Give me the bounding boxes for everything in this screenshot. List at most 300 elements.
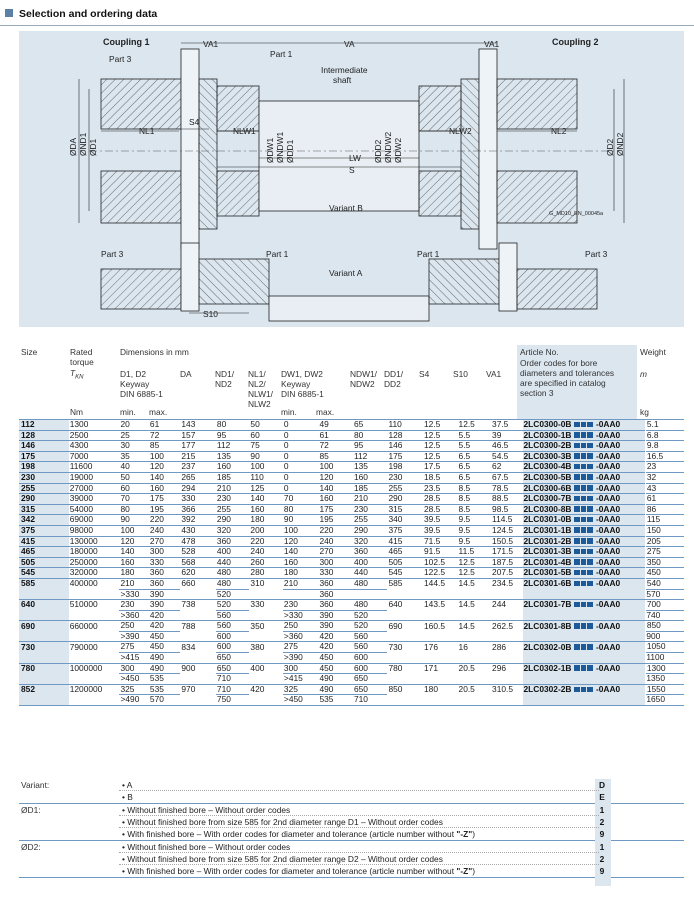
cell-t: 1200000	[69, 684, 120, 695]
cell-size: 342	[19, 515, 69, 526]
cell-ndw: 210	[353, 494, 388, 505]
cell-s10: 5.5	[458, 430, 492, 441]
cell-t: 4300	[69, 441, 120, 452]
cell-nd: 400	[216, 547, 250, 558]
cell-s4: 39.5	[423, 525, 458, 536]
cell-dwmin: 180	[283, 568, 319, 579]
cell-d1max: 270	[149, 536, 180, 547]
cell-dd: 780	[387, 663, 423, 674]
cell-s4: 180	[423, 684, 458, 695]
cell-ndw: 230	[353, 504, 388, 515]
cell-dd: 415	[387, 536, 423, 547]
cell-dwmax: 72	[318, 441, 353, 452]
cell-article[interactable]	[523, 663, 646, 674]
cell-article[interactable]	[523, 451, 646, 462]
cell-va1: 88.5	[491, 494, 522, 505]
cell-dwmin: 100	[283, 525, 319, 536]
subcell-dd	[387, 653, 423, 664]
cell-weight: 43	[645, 483, 684, 494]
cell-da: 788	[180, 621, 216, 632]
cell-dwmax: 360	[318, 578, 353, 589]
cell-d1max: 175	[149, 494, 180, 505]
subcell-dd	[387, 674, 423, 685]
cell-va1: 244	[491, 600, 522, 611]
cell-t: 320000	[69, 568, 120, 579]
hdr-keyway: Keyway	[120, 379, 150, 389]
order-code-placeholder-icon	[574, 547, 594, 557]
cell-dd: 198	[387, 462, 423, 473]
cell-nd: 112	[216, 441, 250, 452]
cell-da: 215	[180, 451, 216, 462]
order-code-placeholder-icon	[574, 557, 594, 567]
cell-d1max: 360	[149, 578, 180, 589]
option-d1-2[interactable]: • Without finished bore from size 585 for 2nd diameter range D1 – Without order codes 2	[19, 816, 684, 828]
cell-dd: 175	[387, 451, 423, 462]
label-s10: S10	[203, 309, 218, 319]
cell-size: 690	[19, 621, 69, 632]
cell-t: 39000	[69, 494, 120, 505]
subcell-dwmin	[283, 589, 319, 600]
cell-size: 146	[19, 441, 69, 452]
cell-weight: 205	[645, 536, 684, 547]
cell-nl: 60	[249, 430, 283, 441]
cell-size: 255	[19, 483, 69, 494]
cell-dd: 850	[387, 684, 423, 695]
article-suffix: -0AA0	[595, 567, 621, 578]
cell-article[interactable]	[523, 494, 646, 505]
article-number: 2LC0301-5B	[523, 567, 572, 578]
table-row	[19, 420, 684, 431]
subcell-t	[69, 610, 120, 621]
subcell-ndw: 600	[353, 653, 388, 664]
option-d2-1[interactable]: ØD2: • Without finished bore – Without order codes 1	[19, 841, 684, 853]
article-suffix: -0AA0	[595, 525, 621, 535]
subcell-nd: 600	[216, 631, 250, 642]
label-dd1: ØDD1	[285, 139, 295, 163]
table-row	[19, 525, 684, 536]
cell-size: 230	[19, 472, 69, 483]
cell-va1: 62	[491, 462, 522, 473]
cell-dd: 690	[387, 621, 423, 632]
d2-label: ØD2:	[21, 842, 41, 852]
cell-ndw: 290	[353, 525, 388, 536]
cell-t: 7000	[69, 451, 120, 462]
article-number: 2LC0302-0B	[523, 641, 572, 652]
cell-ndw: 320	[353, 536, 388, 547]
cell-ndw: 65	[353, 420, 388, 431]
hdr-dd2: DD2	[384, 379, 401, 389]
cell-t: 400000	[69, 578, 120, 589]
cell-d1min: 120	[119, 536, 148, 547]
cell-s4: 12.5	[423, 430, 458, 441]
cell-d1min: 210	[119, 578, 148, 589]
cell-nl: 75	[249, 441, 283, 452]
table-row	[19, 684, 684, 695]
cell-nl: 380	[249, 642, 283, 653]
cell-article[interactable]	[523, 483, 646, 494]
order-code-placeholder-icon	[574, 536, 594, 546]
hdr-kg: kg	[640, 407, 649, 417]
d1-label: ØD1:	[21, 805, 41, 815]
cell-s4: 18.5	[423, 472, 458, 483]
order-code-placeholder-icon	[574, 483, 594, 493]
subcell-nl	[249, 674, 283, 685]
subcell-ndw: 650	[353, 674, 388, 685]
cell-weight: 450	[645, 568, 684, 579]
cell-dwmin: 0	[283, 472, 319, 483]
cell-nd: 480	[216, 568, 250, 579]
subcell-art	[523, 631, 646, 642]
hdr-nlw1: NLW1/	[248, 389, 273, 399]
ordering-table	[19, 345, 684, 706]
label-nl1: NL1	[139, 126, 155, 136]
cell-ndw: 440	[353, 568, 388, 579]
cell-s10: 20.5	[458, 663, 492, 674]
cell-d1min: 35	[119, 451, 148, 462]
cell-ndw: 255	[353, 515, 388, 526]
cell-article[interactable]	[523, 525, 646, 536]
subcell-d1max: 390	[149, 589, 180, 600]
cell-ndw: 160	[353, 472, 388, 483]
subcell-va1	[491, 610, 522, 621]
cell-nl: 310	[249, 578, 283, 589]
cell-t: 130000	[69, 536, 120, 547]
cell-ndw: 480	[353, 578, 388, 589]
table-row	[19, 483, 684, 494]
cell-da: 330	[180, 494, 216, 505]
cell-s10: 14.5	[458, 621, 492, 632]
subcell-size	[19, 674, 69, 685]
cell-dd: 375	[387, 525, 423, 536]
cell-article[interactable]	[523, 441, 646, 452]
subcell-nd: 520	[216, 589, 250, 600]
cell-weight: 32	[645, 472, 684, 483]
subcell-nd: 750	[216, 695, 250, 706]
cell-va1: 78.5	[491, 483, 522, 494]
cell-article[interactable]	[523, 557, 646, 568]
cell-s4: 12.5	[423, 420, 458, 431]
cell-nl: 90	[249, 451, 283, 462]
cell-article[interactable]	[523, 515, 646, 526]
article-suffix: -0AA0	[595, 663, 621, 673]
subcell-s10	[458, 589, 492, 600]
cell-d1min: 25	[119, 430, 148, 441]
cell-size: 375	[19, 525, 69, 536]
article-number: 2LC0300-2B	[523, 440, 572, 451]
label-s: S	[349, 165, 355, 175]
table-row	[19, 642, 684, 653]
cell-article[interactable]	[523, 420, 646, 431]
cell-dwmin: 120	[283, 536, 319, 547]
cell-nl: 240	[249, 547, 283, 558]
cell-nd: 80	[216, 420, 250, 431]
cell-dd: 128	[387, 430, 423, 441]
cell-d1min: 180	[119, 568, 148, 579]
option-d1-1[interactable]: ØD1: • Without finished bore – Without order codes 1	[19, 804, 684, 816]
subcell-dd	[387, 695, 423, 706]
cell-s10: 5.5	[458, 441, 492, 452]
subcell-dwmin: >450	[283, 695, 319, 706]
article-suffix: -0AA0	[595, 451, 621, 461]
cell-d1max: 490	[149, 663, 180, 674]
cell-d1max: 240	[149, 525, 180, 536]
table-row	[19, 494, 684, 505]
subcell-d1max: 570	[149, 695, 180, 706]
cell-article[interactable]	[523, 568, 646, 579]
cell-d1min: 50	[119, 472, 148, 483]
article-suffix: -0AA0	[595, 620, 621, 631]
subcell-art	[523, 695, 646, 706]
subcell-nd: 710	[216, 674, 250, 685]
label-s4: S4	[189, 117, 200, 127]
cell-ndw: 185	[353, 483, 388, 494]
cell-article[interactable]	[523, 430, 646, 441]
label-shaft: shaft	[333, 75, 352, 85]
cell-nd: 95	[216, 430, 250, 441]
cell-da: 528	[180, 547, 216, 558]
cell-article[interactable]	[523, 536, 646, 547]
article-suffix: -0AA0	[595, 578, 621, 589]
cell-dwmax: 450	[318, 663, 353, 674]
cell-nd: 185	[216, 472, 250, 483]
cell-d1min: 250	[119, 621, 148, 632]
cell-s4: 12.5	[423, 441, 458, 452]
hdr-order1: Order codes for bore	[520, 358, 598, 368]
cell-va1: 114.5	[491, 515, 522, 526]
subcell-nl	[249, 653, 283, 664]
cell-nl: 220	[249, 536, 283, 547]
cell-dwmax: 300	[318, 557, 353, 568]
table-row	[19, 578, 684, 589]
cell-weight: 1550	[645, 684, 684, 695]
subcell-s10	[458, 653, 492, 664]
variant-group	[19, 779, 684, 804]
cell-article[interactable]	[523, 642, 646, 653]
cell-dwmax: 360	[318, 600, 353, 611]
cell-s10: 12.5	[458, 420, 492, 431]
cell-t: 2500	[69, 430, 120, 441]
d2-group	[19, 841, 684, 878]
cell-s4: 171	[423, 663, 458, 674]
subcell-size	[19, 695, 69, 706]
cell-nd: 230	[216, 494, 250, 505]
cell-size: 198	[19, 462, 69, 473]
cell-weight: 275	[645, 547, 684, 558]
cell-s10: 8.5	[458, 483, 492, 494]
cell-da: 900	[180, 663, 216, 674]
cell-d1min: 160	[119, 557, 148, 568]
hdr-nm: Nm	[70, 407, 84, 417]
label-part-1-bottom-left: Part 1	[266, 249, 289, 259]
hdr-dw: DW1, DW2	[281, 369, 323, 379]
article-number: 2LC0300-6B	[523, 483, 572, 493]
subcell-dwmin: >415	[283, 674, 319, 685]
hdr-order3-link[interactable]: are specified in catalog	[520, 378, 606, 388]
subcell-dwmax: 420	[318, 631, 353, 642]
article-number: 2LC0301-2B	[523, 536, 572, 546]
cell-dwmin: 80	[283, 504, 319, 515]
cell-nl: 200	[249, 525, 283, 536]
cell-va1: 262.5	[491, 621, 522, 632]
cell-da: 237	[180, 462, 216, 473]
cell-d1min: 300	[119, 663, 148, 674]
hdr-nl2: NL2/	[248, 379, 266, 389]
option-variant-b[interactable]: • B E	[19, 791, 684, 803]
cell-weight: 350	[645, 557, 684, 568]
cell-dwmax: 85	[318, 451, 353, 462]
table-row	[19, 462, 684, 473]
label-d2: ØD2	[605, 138, 615, 156]
subcell-size	[19, 589, 69, 600]
code-d1-3: 9	[599, 829, 605, 839]
cell-t: 19000	[69, 472, 120, 483]
subcell-s4	[423, 695, 458, 706]
cell-ndw: 360	[353, 547, 388, 558]
subcell-dwmin: >330	[283, 610, 319, 621]
subcell-da	[180, 695, 216, 706]
cell-s4: 12.5	[423, 451, 458, 462]
subcell-s10	[458, 674, 492, 685]
subcell-d1min: >415	[119, 653, 148, 664]
cell-size: 852	[19, 684, 69, 695]
cell-article[interactable]	[523, 684, 646, 695]
label-variant-a: Variant A	[329, 268, 363, 278]
cell-dd: 255	[387, 483, 423, 494]
article-suffix: -0AA0	[595, 483, 621, 493]
article-suffix: -0AA0	[595, 546, 621, 557]
article-number: 2LC0300-3B	[523, 451, 572, 461]
cell-weight: 5.1	[645, 420, 684, 431]
hdr-max2: max.	[316, 407, 335, 417]
option-d2-3[interactable]: • With finished bore – With order codes for diameter and tolerance (article number without "-Z") 9	[19, 865, 684, 877]
cell-d1min: 325	[119, 684, 148, 695]
cell-article[interactable]	[523, 504, 646, 515]
subcell-nl	[249, 610, 283, 621]
article-number: 2LC0300-4B	[523, 461, 572, 472]
option-d2-2[interactable]: • Without finished bore from size 585 for 2nd diameter range D2 – Without order codes 2	[19, 853, 684, 865]
subcell-d1max: 420	[149, 610, 180, 621]
hdr-din: DIN 6885-1	[120, 389, 163, 399]
cell-d1min: 275	[119, 642, 148, 653]
cell-article[interactable]	[523, 462, 646, 473]
cell-nl: 330	[249, 600, 283, 611]
cell-va1: 150.5	[491, 536, 522, 547]
article-number: 2LC0301-8B	[523, 620, 572, 631]
section-marker-icon	[5, 9, 13, 17]
cell-dwmin: 140	[283, 547, 319, 558]
cell-weight: 1300	[645, 663, 684, 674]
cell-s10: 9.5	[458, 536, 492, 547]
page-title: Selection and ordering data	[19, 8, 158, 20]
order-code-placeholder-icon	[574, 504, 594, 514]
table-row	[19, 441, 684, 452]
article-suffix: -0AA0	[595, 430, 621, 440]
hdr-ndw2: NDW2	[350, 379, 375, 389]
cell-va1: 310.5	[491, 684, 522, 695]
subcell-d1min: >330	[119, 589, 148, 600]
cell-dd: 505	[387, 557, 423, 568]
cell-dd: 110	[387, 420, 423, 431]
cell-article[interactable]	[523, 547, 646, 558]
label-dd2: ØDD2	[373, 139, 383, 163]
code-d2-2: 2	[599, 854, 605, 864]
code-d2-3: 9	[599, 866, 605, 876]
cell-da: 834	[180, 642, 216, 653]
cell-nl: 50	[249, 420, 283, 431]
cell-size: 505	[19, 557, 69, 568]
article-number: 2LC0300-8B	[523, 504, 572, 514]
label-va1-right: VA1	[484, 39, 500, 49]
cell-va1: 37.5	[491, 420, 522, 431]
cell-article[interactable]	[523, 621, 646, 632]
cell-nl: 140	[249, 494, 283, 505]
subcell-da	[180, 589, 216, 600]
option-variant-a[interactable]: Variant: • A D	[21, 780, 606, 790]
cell-da: 265	[180, 472, 216, 483]
hdr-order4-link[interactable]: section 3	[520, 388, 554, 398]
subcell-s4	[423, 653, 458, 664]
cell-dwmin: 210	[283, 578, 319, 589]
table-subrow	[19, 610, 684, 621]
drawing-code: G_MD10_EN_00045a	[549, 211, 604, 217]
order-code-placeholder-icon	[574, 525, 594, 535]
variant-a-shape	[101, 243, 597, 321]
subcell-ndw	[353, 589, 388, 600]
article-suffix: -0AA0	[595, 557, 621, 567]
subcell-wt: 740	[645, 610, 684, 621]
subcell-da	[180, 610, 216, 621]
article-suffix: -0AA0	[595, 514, 621, 525]
cell-s4: 91.5	[423, 547, 458, 558]
subcell-wt: 570	[645, 589, 684, 600]
cell-nl: 110	[249, 472, 283, 483]
table-subrow	[19, 653, 684, 664]
cell-s10: 11.5	[458, 547, 492, 558]
hdr-keyway2: Keyway	[281, 379, 311, 389]
cell-d1max: 160	[149, 483, 180, 494]
subcell-art	[523, 610, 646, 621]
article-suffix: -0AA0	[595, 440, 621, 451]
cell-article[interactable]	[523, 472, 646, 483]
article-number: 2LC0300-7B	[523, 493, 572, 504]
subcell-size	[19, 631, 69, 642]
order-code-placeholder-icon	[574, 621, 594, 631]
order-code-placeholder-icon	[574, 472, 594, 482]
cell-va1: 296	[491, 663, 522, 674]
cell-s10: 9.5	[458, 525, 492, 536]
subcell-da	[180, 674, 216, 685]
cell-dwmin: 275	[283, 642, 319, 653]
article-number: 2LC0301-7B	[523, 599, 572, 610]
cell-weight: 9.8	[645, 441, 684, 452]
cell-article[interactable]	[523, 578, 646, 589]
order-code-placeholder-icon	[574, 430, 594, 440]
cell-d1max: 72	[149, 430, 180, 441]
code-variant-b: E	[599, 792, 605, 802]
article-number: 2LC0301-4B	[523, 557, 572, 567]
subcell-ndw: 520	[353, 610, 388, 621]
subcell-s10	[458, 631, 492, 642]
cell-dwmax: 390	[318, 621, 353, 632]
table-row	[19, 557, 684, 568]
cell-nl: 125	[249, 483, 283, 494]
label-part-1-bottom-right: Part 1	[417, 249, 440, 259]
subcell-wt: 1650	[645, 695, 684, 706]
option-d1-3[interactable]: • With finished bore – With order codes for diameter and tolerance (article number without "-Z") 9	[19, 828, 684, 840]
cell-s10: 16	[458, 642, 492, 653]
cell-article[interactable]	[523, 600, 646, 611]
cell-size: 640	[19, 600, 69, 611]
